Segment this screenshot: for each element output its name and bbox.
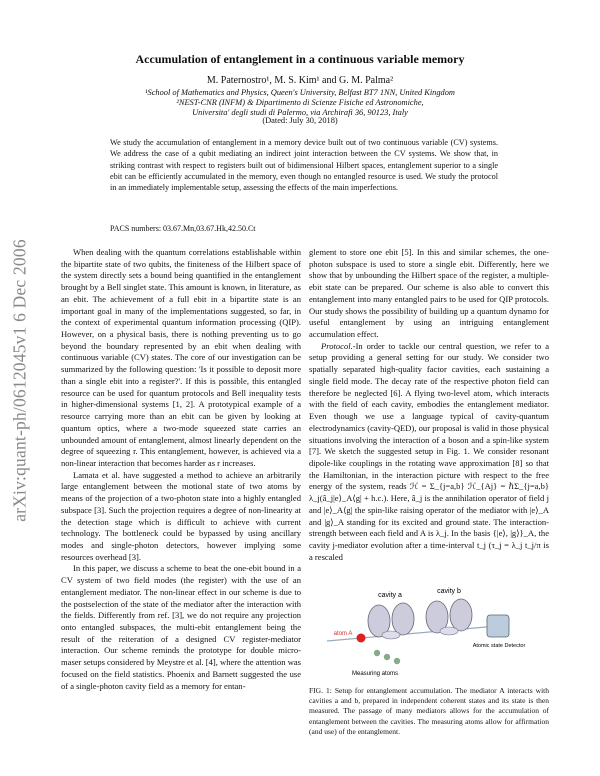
paragraph: In this paper, we discuss a scheme to beat the one-ebit bound in a CV system of two field modes (the register) with the use of an entanglement mediator. The non-linear effect in our scheme is due to the postselection of the state of the mediator after the interaction with the fields. Differently from ref. [3], we do not require any projection onto entangled subspaces, the multi-ebit entanglement being the result of the reiteration of a designed CV register-mediator interaction. Our scheme reminds the prototype for double micro-maser setups considered by Meystre et al. [4], where the attention was focused on the field statistics. Phoenix and Barnett suggested the use of a single-photon cavity field as a memory for entan-	[61, 563, 301, 691]
arxiv-stamp: arXiv:quant-ph/0612045v1 6 Dec 2006	[9, 239, 30, 522]
affiliation-1: ¹School of Mathematics and Physics, Queen's University, Belfast BT7 1NN, United Kingdom	[145, 88, 455, 97]
pacs-numbers: PACS numbers: 03.67.Mn,03.67.Hk,42.50.Ct	[110, 224, 256, 233]
paragraph: When dealing with the quantum correlations establishable within the bipartite state of two qubits, the finiteness of the Hilbert space of the system directly sets a bound being quantified in the entanglement brought by a Bell singlet state. This amount is known, in literature, as an ebit. The achievement of a full ebit in a bipartite state is an important goal in many of the implementations suggested, so far, in the context of experimental quantum information processing (QIP). However, on a physical basis, there is nothing preventing us to go beyond the boundary represented by an ebit when dealing with continuous variable (CV) states. The core of our investigation can be summarized by the following question: 'Is it possible to deposit more than a single ebit into a register?'. If this is possible, this entangled resource can be used for quantum protocols and Bell inequality tests in higher-dimensional systems [1, 2]. A prototypical example of a resource carrying more than an ebit can be given by looking at quantum optics, where a two-mode squeezed state carries an unbounded amount of entanglement, almost linearly dependent on the degree of squeezing r. This entanglement, however, is achieved via a non-linear interaction that becomes harder as r increases.	[61, 247, 301, 468]
cavity-b-label: cavity b	[437, 588, 461, 595]
left-column	[61, 247, 301, 692]
cavity-a-icon	[368, 603, 414, 639]
affiliation-2a: ²NEST-CNR (INFM) & Dipartimento di Scienze Fisiche ed Astronomiche,	[176, 98, 424, 107]
paragraph: Lamata et al. have suggested a method to achieve an arbitrarily large entanglement between the motional state of two atoms by means of the projection of a two-photon state into a highly entangled subspace [3]. Such the projection requires a degree of non-linearity at the detection stage which is difficult to achieve with current technology. The bottleneck could be bypassed by using ancillary modes and single-photon detectors, however implying some resources overhead [3].	[61, 469, 301, 562]
paragraph-text: In order to tackle our central question, we refer to a setup providing a general setting for our study. We consider two spatially separated high-quality factor cavities, each sustaining a single field mode. The decay rate of the respective photon field can therefore be neglected [6]. A flying two-level atom, which interacts with the field of each cavity, embodies the entanglement mediator. Even though we use a language typical of cavity-quantum electrodynamics (cavity-QED), our proposal is valid in those physical situations involving the interaction of a boson and a spin-like system [7]. We sketch the suggested setup in Fig. 1. We consider resonant dipole-like couplings in the rotating wave approximation [8] so that the Hamiltonian, in the interaction picture with respect to the free energy of the system, reads ℋ = Σ_{j=a,b} ℋ_{Aj} = ℏΣ_{j=a,b} λ_j(â_j|e⟩_A⟨g| + h.c.). Here, â_j is the annihilation operator of field j and |e⟩_A⟨g| the spin-like raising operator of the mediator with |e⟩_A and |g⟩_A standing for its excited and ground state. The interaction-strength between each field and A is λ_j. In the basis {|e⟩, |g⟩}_A, the cavity j-mediator evolution after a time-interval t_j (τ_j = λ_j t_j/π is a rescaled	[309, 340, 549, 562]
abstract: We study the accumulation of entanglement in a memory device built out of two continuous variable (CV) systems. We address the case of a qubit mediating an indirect joint interaction between the CV systems. We show that, in striking contrast with respect to registers built out of bidimensional Hilbert spaces, entanglement superior to a single ebit can be efficiently accumulated in the memory, even though no entangled resource is used. We study the protocol in an immediately implementable setup, assessing the effects of the main imperfections.	[110, 138, 498, 193]
measuring-atom-icon	[394, 658, 400, 664]
right-column	[309, 247, 549, 563]
paper-title: Accumulation of entanglement in a continuous variable memory	[135, 52, 465, 66]
authors: M. Paternostro¹, M. S. Kim¹ and G. M. Palma²	[206, 75, 394, 86]
measuring-atom-icon	[374, 650, 380, 656]
cavity-b-icon	[426, 599, 472, 635]
setup-diagram	[309, 583, 549, 683]
measuring-atom-icon	[384, 654, 390, 660]
dated: (Dated: July 30, 2018)	[262, 116, 338, 125]
atom-icon	[357, 634, 366, 643]
atom-path	[327, 625, 509, 641]
affiliation-2b: Universita' degli studi di Palermo, via Archirafi 36, 90123, Italy	[192, 108, 408, 117]
figure-1	[309, 583, 549, 683]
detector-icon	[487, 615, 509, 637]
paragraph	[309, 341, 549, 564]
paragraph: glement to store one ebit [5]. In this and similar schemes, the one-photon subspace is used to store a single ebit. Differently, here we show that by unbounding the Hilbert space of the register, a multiple-ebit state can be prepared. Our scheme is also able to convert this entanglement into many entangled pairs to be used for QIP protocols. Our study shows the possibility of building up a quantum dynamo for useful entanglement by using an intriguing entanglement accumulation effect.	[309, 247, 549, 340]
detector-label: Atomic state Detector	[472, 643, 526, 649]
measuring-atoms-label: Measuring atoms	[351, 671, 399, 677]
figure-caption: FIG. 1: Setup for entanglement accumulation. The mediator A interacts with cavities a and b, prepared in independent coherent states and its state is then measured. The passage of many mediators allows for the accumulation of entanglement between the cavities. The measuring atoms allow for affirmation (and use) of the entanglement.	[309, 686, 549, 736]
atom-label: atom A	[333, 631, 353, 637]
cavity-a-label: cavity a	[378, 592, 402, 599]
section-heading: Protocol.-	[321, 340, 356, 351]
